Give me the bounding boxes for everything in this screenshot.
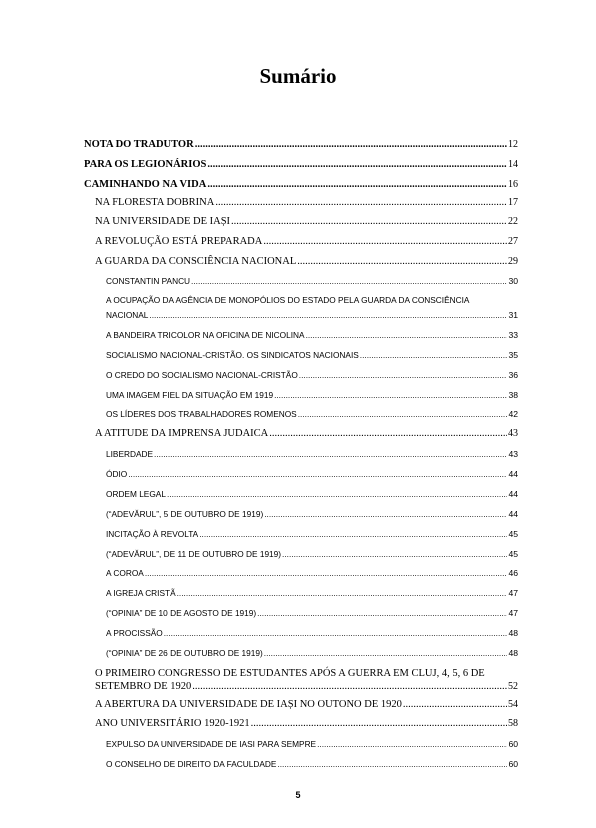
toc-leader-dots xyxy=(274,390,507,400)
toc-entry-title-line1: O PRIMEIRO CONGRESSO DE ESTUDANTES APÓS A GUERRA EM CLUJ, 4, 5, 6 DE xyxy=(95,668,485,679)
toc-entry-page: 44 xyxy=(508,489,518,499)
toc-leader-dots xyxy=(264,648,508,658)
page-number: 5 xyxy=(295,790,301,800)
toc-entry[interactable] xyxy=(106,509,518,519)
toc-entry-title: (“OPINIA” DE 10 DE AGOSTO DE 1919) xyxy=(106,608,257,618)
toc-entry[interactable] xyxy=(95,718,518,729)
toc-leader-dots xyxy=(306,330,508,340)
toc-leader-dots xyxy=(298,409,508,419)
toc-leader-dots xyxy=(128,469,507,479)
toc-entry[interactable] xyxy=(95,256,518,267)
toc-entry-page: 22 xyxy=(508,216,518,227)
toc-entry-title: PARA OS LEGIONÁRIOS xyxy=(84,159,207,170)
toc-leader-dots xyxy=(149,308,507,323)
toc-entry-page: 38 xyxy=(508,390,518,400)
toc-entry[interactable] xyxy=(95,699,518,710)
toc-entry-page: 45 xyxy=(508,529,518,539)
toc-leader-dots xyxy=(164,628,508,638)
toc-entry-page: 29 xyxy=(508,256,518,267)
toc-entry-page: 43 xyxy=(508,449,518,459)
toc-entry-title: A ATITUDE DA IMPRENSA JUDAICA xyxy=(95,428,269,439)
toc-entry-page: 33 xyxy=(508,330,518,340)
toc-entry[interactable] xyxy=(84,139,518,150)
toc-entry[interactable] xyxy=(95,236,518,247)
toc-entry[interactable] xyxy=(106,529,518,539)
toc-entry-title: A ABERTURA DA UNIVERSIDADE DE IAȘI NO OUTONO DE 1920 xyxy=(95,699,402,710)
toc-entry[interactable] xyxy=(106,568,518,578)
toc-entry-title: CAMINHANDO NA VIDA xyxy=(84,179,207,190)
toc-entry-page: 43 xyxy=(508,428,518,439)
toc-entry-title: A BANDEIRA TRICOLOR NA OFICINA DE NICOLINA xyxy=(106,330,305,340)
toc-entry[interactable] xyxy=(95,428,518,439)
toc-entry-page: 27 xyxy=(508,236,518,247)
toc-entry-title-line2: NACIONAL xyxy=(106,309,149,320)
toc-entry-title: OS LÍDERES DOS TRABALHADORES ROMENOS xyxy=(106,409,297,419)
toc-entry-page: 44 xyxy=(508,469,518,479)
toc-entry[interactable] xyxy=(106,293,518,322)
toc-entry[interactable] xyxy=(106,648,518,658)
toc-entry-title: ANO UNIVERSITÁRIO 1920-1921 xyxy=(95,718,250,729)
toc-entry-page: 47 xyxy=(508,588,518,598)
toc-entry-page: 36 xyxy=(508,370,518,380)
toc-entry-page: 42 xyxy=(508,409,518,419)
toc-entry-page: 48 xyxy=(508,628,518,638)
toc-entry[interactable] xyxy=(95,667,518,693)
toc-entry[interactable] xyxy=(106,409,518,419)
toc-entry[interactable] xyxy=(106,276,518,286)
toc-leader-dots xyxy=(231,216,507,227)
toc-leader-dots xyxy=(177,588,508,598)
toc-entry[interactable] xyxy=(95,197,518,208)
toc-entry[interactable] xyxy=(106,390,518,400)
toc-entry-page: 48 xyxy=(508,648,518,658)
toc-entry-title: EXPULSO DA UNIVERSIDADE DE IASI PARA SEMPRE xyxy=(106,739,317,749)
toc-entry-title-line1: A OCUPAÇÃO DA AGÊNCIA DE MONOPÓLIOS DO ESTADO PELA GUARDA DA CONSCIÊNCIA xyxy=(106,295,470,305)
toc-leader-dots xyxy=(360,350,508,360)
toc-entry[interactable] xyxy=(84,159,518,170)
toc-leader-dots xyxy=(251,718,507,729)
toc-entry-title: (“OPINIA” DE 26 DE OUTUBRO DE 1919) xyxy=(106,648,263,658)
toc-entry-page: 30 xyxy=(508,276,518,286)
toc-entry-title-line2: SETEMBRO DE 1920 xyxy=(95,681,192,692)
toc-entry-title: ÓDIO xyxy=(106,469,128,479)
toc-leader-dots xyxy=(297,256,507,267)
toc-entry-page: 16 xyxy=(508,179,518,190)
toc-entry-title: A COROA xyxy=(106,568,144,578)
toc-leader-dots xyxy=(207,159,507,170)
toc-leader-dots xyxy=(269,428,507,439)
toc-leader-dots xyxy=(317,739,507,749)
toc-entry-title: O CREDO DO SOCIALISMO NACIONAL-CRISTÃO xyxy=(106,370,298,380)
toc-entry-page: 46 xyxy=(508,568,518,578)
toc-entry[interactable] xyxy=(106,739,518,749)
toc-leader-dots xyxy=(257,608,507,618)
toc-leader-dots xyxy=(264,509,507,519)
toc-entry[interactable] xyxy=(106,449,518,459)
toc-entry-title: A GUARDA DA CONSCIÊNCIA NACIONAL xyxy=(95,256,297,267)
toc-entry[interactable] xyxy=(84,179,518,190)
toc-entry[interactable] xyxy=(106,350,518,360)
toc-entry-page: 14 xyxy=(508,159,518,170)
toc-entry-title: A REVOLUÇÃO ESTÁ PREPARADA xyxy=(95,236,263,247)
toc-entry-page: 60 xyxy=(508,739,518,749)
toc-entry-page: 60 xyxy=(508,759,518,769)
toc-leader-dots xyxy=(403,699,507,710)
toc-entry[interactable] xyxy=(106,628,518,638)
page-title: Sumário xyxy=(259,64,337,88)
toc-leader-dots xyxy=(207,179,507,190)
toc-leader-dots xyxy=(145,568,508,578)
toc-leader-dots xyxy=(199,529,507,539)
toc-leader-dots xyxy=(215,197,507,208)
toc-entry-title: (“ADEVĂRUL”, DE 11 DE OUTUBRO DE 1919) xyxy=(106,549,282,559)
toc-leader-dots xyxy=(167,489,507,499)
toc-entry-page: 12 xyxy=(508,139,518,150)
toc-entry-title: ORDEM LEGAL xyxy=(106,489,166,499)
toc-entry-page: 44 xyxy=(508,509,518,519)
toc-entry-title: LIBERDADE xyxy=(106,449,154,459)
toc-entry-title: CONSTANTIN PANCU xyxy=(106,276,191,286)
toc-entry-title: A IGREJA CRISTÃ xyxy=(106,588,176,598)
toc-entry-title: A PROCISSÃO xyxy=(106,628,163,638)
toc-entry[interactable] xyxy=(106,370,518,380)
toc-entry-title: INCITAÇÃO À REVOLTA xyxy=(106,529,199,539)
toc-entry-page: 54 xyxy=(508,699,518,710)
toc-entry[interactable] xyxy=(95,216,518,227)
toc-entry[interactable] xyxy=(106,588,518,598)
toc-entry-page: 31 xyxy=(508,309,518,320)
toc-entry-page: 45 xyxy=(508,549,518,559)
toc-leader-dots xyxy=(277,759,507,769)
toc-entry[interactable] xyxy=(106,759,518,769)
toc-leader-dots xyxy=(192,680,507,693)
toc-entry-page: 17 xyxy=(508,197,518,208)
toc-leader-dots xyxy=(263,236,507,247)
toc-leader-dots xyxy=(282,549,507,559)
toc-entry-page: 58 xyxy=(508,718,518,729)
toc-leader-dots xyxy=(191,276,507,286)
toc-leader-dots xyxy=(154,449,507,459)
toc-entry-title: NA FLORESTA DOBRINA xyxy=(95,197,215,208)
toc-entry-title: NOTA DO TRADUTOR xyxy=(84,139,194,150)
toc-entry[interactable] xyxy=(106,489,518,499)
toc-entry[interactable] xyxy=(106,469,518,479)
toc-leader-dots xyxy=(299,370,508,380)
toc-entry[interactable] xyxy=(106,330,518,340)
toc-entry[interactable] xyxy=(106,549,518,559)
toc-entry[interactable] xyxy=(106,608,518,618)
toc-entry-title: NA UNIVERSIDADE DE IAȘI xyxy=(95,216,231,227)
toc-entry-page: 47 xyxy=(508,608,518,618)
toc-entry-page: 52 xyxy=(508,681,518,692)
toc-leader-dots xyxy=(195,139,507,150)
toc-entry-title: UMA IMAGEM FIEL DA SITUAÇÃO EM 1919 xyxy=(106,390,274,400)
toc-entry-title: SOCIALISMO NACIONAL-CRISTÃO. OS SINDICATOS NACIONAIS xyxy=(106,350,359,360)
toc-entry-title: O CONSELHO DE DIREITO DA FACULDADE xyxy=(106,759,277,769)
toc-entry-title: (“ADEVĂRUL”, 5 DE OUTUBRO DE 1919) xyxy=(106,509,264,519)
toc-entry-page: 35 xyxy=(508,350,518,360)
